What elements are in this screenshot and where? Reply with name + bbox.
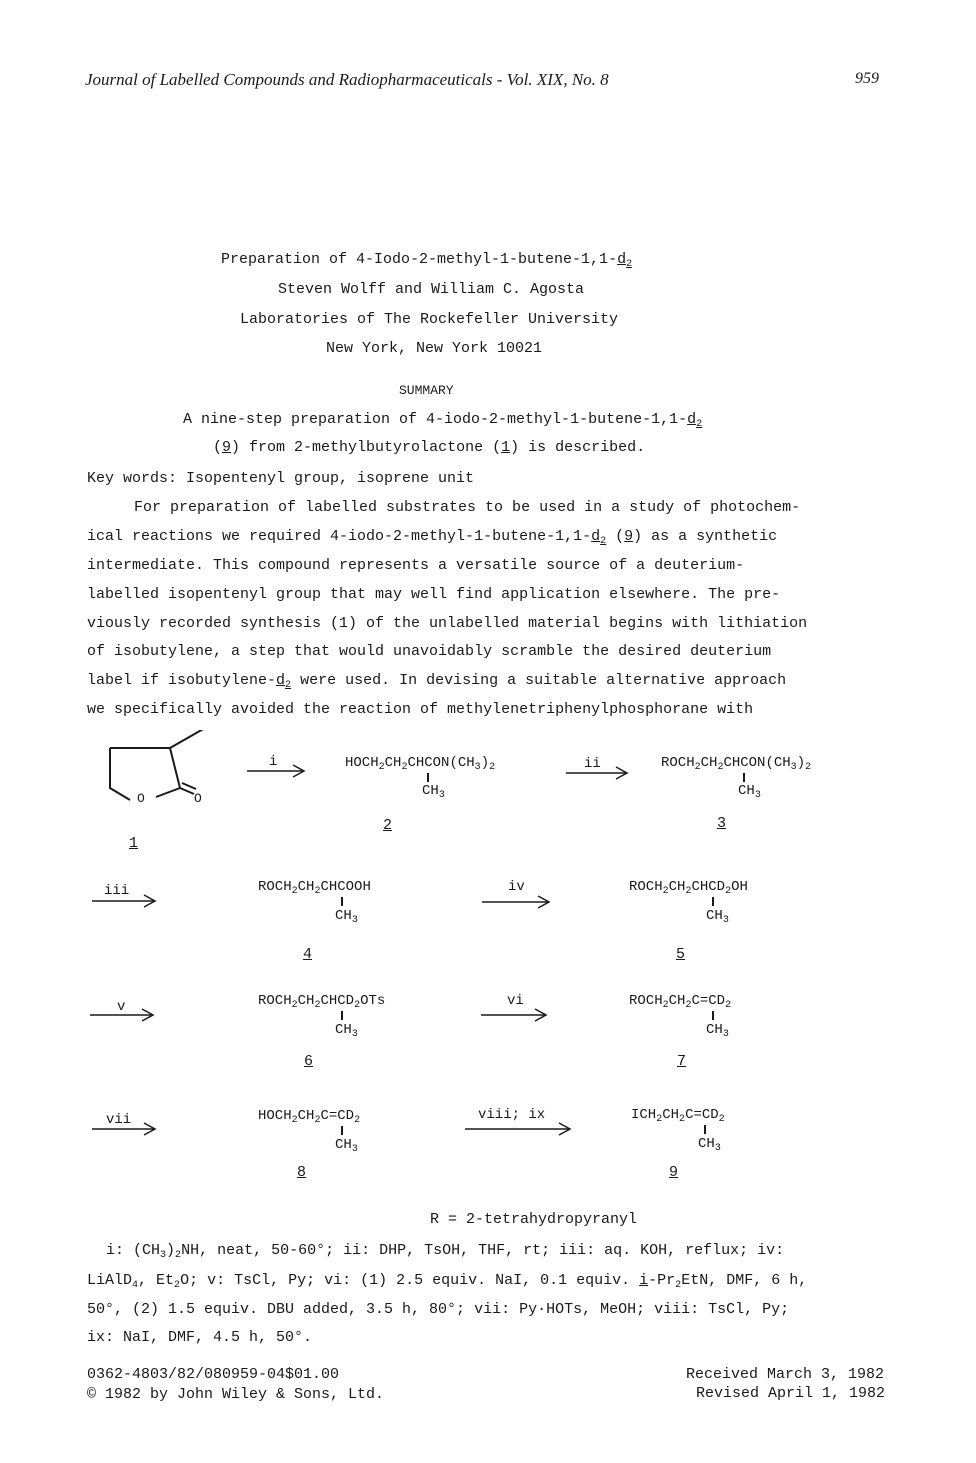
- body-line-7: label if isobutylene-$d_2$ were used. In devising a suitable alternative approach: [87, 672, 787, 691]
- arrow-step-iv: [482, 895, 552, 909]
- compound-9-methyl: $CH_3$: [698, 1136, 721, 1154]
- lactone-structure: [100, 730, 220, 805]
- compound-number-9: 9: [669, 1164, 679, 1181]
- affiliation: Laboratories of The Rockefeller University: [240, 311, 619, 328]
- step-i-label: i: [269, 754, 278, 770]
- summary-line-2: (9) from 2-methylbutyrolactone (1) is described.: [213, 439, 646, 456]
- ring-oxygen: O: [137, 791, 145, 806]
- issn-code: 0362-4803/82/080959-04$01.00: [87, 1366, 340, 1383]
- step-viii-ix-label: viii; ix: [478, 1107, 546, 1123]
- compound-4-formula: $ROCH_2CH_2CHCOOH$: [258, 879, 371, 897]
- step-iv-label: iv: [508, 879, 525, 895]
- journal-header: Journal of Labelled Compounds and Radiopharmaceuticals - Vol. XIX, No. 8: [85, 70, 609, 89]
- compound-2-methyl: $CH_3$: [422, 783, 445, 801]
- conditions-line-2: LiAlD$_4$, $Et_2O$; v: TsCl, Py; vi: (1) 2.5 equiv. NaI, 0.1 equiv. $i-Pr_2EtN$, DMF, 6 h,: [87, 1272, 808, 1291]
- compound-9-formula: $ICH_2CH_2C=CD_2$: [631, 1107, 725, 1125]
- body-line-3: intermediate. This compound represents a versatile source of a deuterium-: [87, 557, 745, 574]
- summary-line-1: A nine-step preparation of $4-iodo-2-methyl-1-butene-1,1-d_2$: [183, 411, 703, 430]
- arrow-step-v: [90, 1008, 156, 1022]
- step-ii-label: ii: [584, 756, 601, 772]
- compound-number-4: 4: [303, 946, 313, 963]
- compound-3-methyl: $CH_3$: [738, 783, 761, 801]
- compound-number-8: 8: [297, 1164, 307, 1181]
- location: New York, New York 10021: [326, 340, 543, 357]
- compound-number-7: 7: [677, 1053, 687, 1070]
- copyright: © 1982 by John Wiley & Sons, Ltd.: [87, 1386, 385, 1403]
- compound-7-methyl: $CH_3$: [706, 1022, 729, 1040]
- keywords: Key words: Isopentenyl group, isoprene unit: [87, 470, 475, 487]
- body-line-2: ical reactions we required $4-iodo-2-methyl-1-butene-1,1-d_2$ (9) as a synthetic: [87, 528, 778, 547]
- step-vi-label: vi: [507, 993, 524, 1009]
- compound-number-6: 6: [304, 1053, 314, 1070]
- r-group-definition: R = 2-tetrahydropyranyl: [430, 1211, 638, 1228]
- compound-3-formula: $ROCH_2CH_2CHCON(CH_3)_2$: [661, 755, 812, 773]
- step-iii-label: iii: [104, 883, 130, 899]
- arrow-step-i: [247, 764, 307, 778]
- step-vii-label: vii: [106, 1112, 132, 1128]
- step-v-label: v: [117, 999, 126, 1015]
- carbonyl-oxygen: O: [194, 791, 202, 806]
- compound-number-2: 2: [383, 817, 393, 834]
- conditions-line-3: 50°, (2) 1.5 equiv. DBU added, 3.5 h, 80°; vii: Py·HOTs, MeOH; viii: TsCl, Py;: [87, 1301, 790, 1318]
- compound-8-methyl: $CH_3$: [335, 1137, 358, 1155]
- revised-date: Revised April 1, 1982: [696, 1385, 886, 1402]
- compound-5-methyl: $CH_3$: [706, 908, 729, 926]
- body-line-4: labelled isopentenyl group that may well find application elsewhere. The pre-: [87, 586, 781, 603]
- received-date: Received March 3, 1982: [686, 1366, 885, 1383]
- compound-number-1: 1: [129, 835, 139, 852]
- authors: Steven Wolff and William C. Agosta: [278, 281, 585, 298]
- article-title: Preparation of $4-Iodo-2-methyl-1-butene-1,1-d_2$: [221, 251, 633, 270]
- body-line-6: of isobutylene, a step that would unavoidably scramble the desired deuterium: [87, 643, 772, 660]
- page-number: 959: [855, 70, 879, 87]
- conditions-line-4: ix: NaI, DMF, 4.5 h, 50°.: [87, 1329, 313, 1346]
- arrow-step-vi: [481, 1008, 549, 1022]
- body-line-5: viously recorded synthesis (1) of the unlabelled material begins with lithiation: [87, 615, 808, 632]
- body-line-1: For preparation of labelled substrates to be used in a study of photochem-: [134, 499, 801, 516]
- summary-heading: SUMMARY: [399, 383, 454, 398]
- compound-number-5: 5: [676, 946, 686, 963]
- arrow-step-vii: [92, 1122, 158, 1136]
- body-line-8: we specifically avoided the reaction of methylenetriphenylphosphorane with: [87, 701, 754, 718]
- arrow-step-viii-ix: [465, 1122, 575, 1136]
- compound-2-formula: $HOCH_2CH_2CHCON(CH_3)_2$: [345, 755, 496, 773]
- compound-6-methyl: $CH_3$: [335, 1022, 358, 1040]
- compound-5-formula: $ROCH_2CH_2CHCD_2OH$: [629, 879, 748, 897]
- conditions-line-1: i: $(CH_3)_2NH$, neat, 50-60°; ii: DHP, TsOH, THF, rt; iii: aq. KOH, reflux; iv:: [106, 1242, 785, 1261]
- compound-7-formula: $ROCH_2CH_2C=CD_2$: [629, 993, 732, 1011]
- compound-number-3: 3: [717, 815, 727, 832]
- arrow-step-iii: [92, 894, 158, 908]
- arrow-step-ii: [566, 766, 630, 780]
- compound-8-formula: $HOCH_2CH_2C=CD_2$: [258, 1108, 361, 1126]
- compound-4-methyl: $CH_3$: [335, 908, 358, 926]
- compound-6-formula: $ROCH_2CH_2CHCD_2OTs$: [258, 993, 386, 1011]
